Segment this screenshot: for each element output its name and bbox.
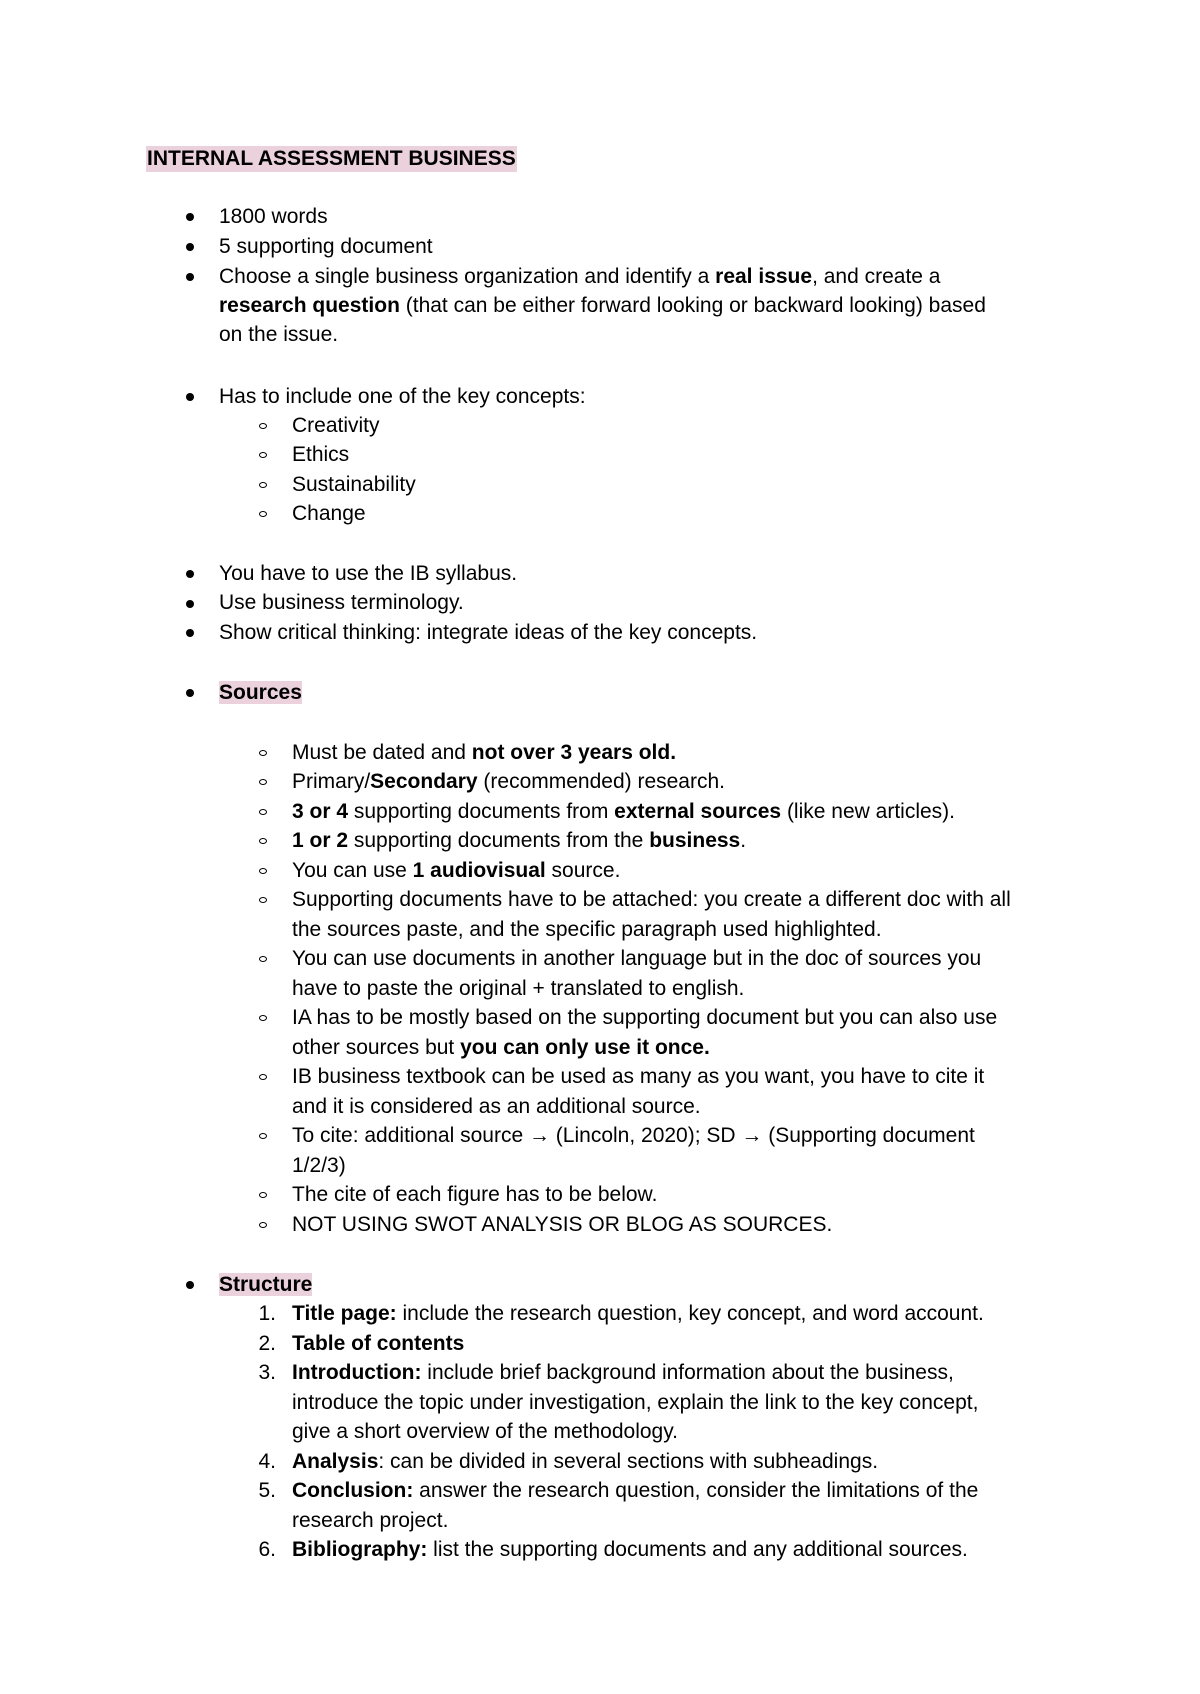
circle-bullet-icon: [259, 482, 267, 488]
structure-item: Title page: include the research question, key concept, and word account.: [292, 1302, 984, 1325]
sources-item: IB business textbook can be used as many as you want, you have to cite it: [292, 1065, 985, 1088]
list-item: Use business terminology.: [219, 591, 464, 614]
key-concept-item: Sustainability: [292, 473, 416, 496]
list-item: You have to use the IB syllabus.: [219, 562, 518, 585]
circle-bullet-icon: [259, 1074, 267, 1080]
list-number: 3.: [258, 1361, 276, 1384]
list-number: 5.: [258, 1479, 276, 1502]
key-concept-item: Ethics: [292, 443, 350, 466]
bullet-icon: [186, 243, 194, 251]
document-title: INTERNAL ASSESSMENT BUSINESS: [147, 147, 516, 170]
circle-bullet-icon: [259, 868, 267, 874]
list-number: 1.: [258, 1302, 276, 1325]
list-item: 1800 words: [219, 205, 328, 228]
list-item-concepts: Has to include one of the key concepts:: [219, 385, 586, 408]
structure-item-cont: give a short overview of the methodology.: [292, 1420, 678, 1443]
sources-item: Must be dated and not over 3 years old.: [292, 741, 677, 764]
circle-bullet-icon: [259, 838, 267, 844]
sources-item: IA has to be mostly based on the supporting document but you can also use: [292, 1006, 998, 1029]
circle-bullet-icon: [259, 423, 267, 429]
circle-bullet-icon: [259, 956, 267, 962]
structure-item-cont: research project.: [292, 1509, 449, 1532]
bullet-icon: [186, 570, 194, 578]
bullet-icon: [186, 273, 194, 281]
list-number: 2.: [258, 1332, 276, 1355]
sources-item: Supporting documents have to be attached: you create a different doc with all: [292, 888, 1011, 911]
circle-bullet-icon: [259, 1133, 267, 1139]
sources-heading: Sources: [219, 681, 302, 704]
structure-item: Bibliography: list the supporting documents and any additional sources.: [292, 1538, 968, 1561]
sources-item: The cite of each figure has to be below.: [292, 1183, 658, 1206]
circle-bullet-icon: [259, 809, 267, 815]
sources-item-cont: and it is considered as an additional source.: [292, 1095, 701, 1118]
key-concept-item: Creativity: [292, 414, 380, 437]
bullet-icon: [186, 1281, 194, 1289]
structure-item: Conclusion: answer the research question, consider the limitations of the: [292, 1479, 979, 1502]
sources-item-cont: have to paste the original + translated to english.: [292, 977, 745, 1000]
circle-bullet-icon: [259, 750, 267, 756]
list-item: Show critical thinking: integrate ideas of the key concepts.: [219, 621, 758, 644]
circle-bullet-icon: [259, 511, 267, 517]
sources-item-cont: other sources but you can only use it once.: [292, 1036, 710, 1059]
structure-item: Analysis: can be divided in several sections with subheadings.: [292, 1450, 879, 1473]
circle-bullet-icon: [259, 452, 267, 458]
sources-item-cont: 1/2/3): [292, 1154, 346, 1177]
circle-bullet-icon: [259, 1192, 267, 1198]
sources-item: You can use documents in another language but in the doc of sources you: [292, 947, 982, 970]
list-item-issue-cont: research question (that can be either forward looking or backward looking) based: [219, 294, 986, 317]
sources-item: You can use 1 audiovisual source.: [292, 859, 621, 882]
structure-item: Introduction: include brief background information about the business,: [292, 1361, 954, 1384]
bullet-icon: [186, 600, 194, 608]
structure-heading: Structure: [219, 1273, 313, 1296]
list-item-issue-cont: on the issue.: [219, 323, 339, 346]
sources-item: 3 or 4 supporting documents from external sources (like new articles).: [292, 800, 955, 823]
bullet-icon: [186, 689, 194, 697]
sources-item: To cite: additional source → (Lincoln, 2020); SD → (Supporting document: [292, 1124, 975, 1147]
structure-item: Table of contents: [292, 1332, 465, 1355]
list-item: 5 supporting document: [219, 235, 433, 258]
circle-bullet-icon: [259, 1222, 267, 1228]
bullet-icon: [186, 393, 194, 401]
list-number: 4.: [258, 1450, 276, 1473]
bullet-icon: [186, 213, 194, 221]
list-item-issue: Choose a single business organization and identify a real issue, and create a: [219, 265, 941, 288]
sources-item: NOT USING SWOT ANALYSIS OR BLOG AS SOURCES.: [292, 1213, 833, 1236]
sources-item: Primary/Secondary (recommended) research.: [292, 770, 725, 793]
sources-item-cont: the sources paste, and the specific paragraph used highlighted.: [292, 918, 882, 941]
circle-bullet-icon: [259, 897, 267, 903]
bullet-icon: [186, 629, 194, 637]
sources-item: 1 or 2 supporting documents from the business.: [292, 829, 747, 852]
circle-bullet-icon: [259, 779, 267, 785]
structure-item-cont: introduce the topic under investigation, explain the link to the key concept,: [292, 1391, 979, 1414]
key-concept-item: Change: [292, 502, 366, 525]
list-number: 6.: [258, 1538, 276, 1561]
circle-bullet-icon: [259, 1015, 267, 1021]
